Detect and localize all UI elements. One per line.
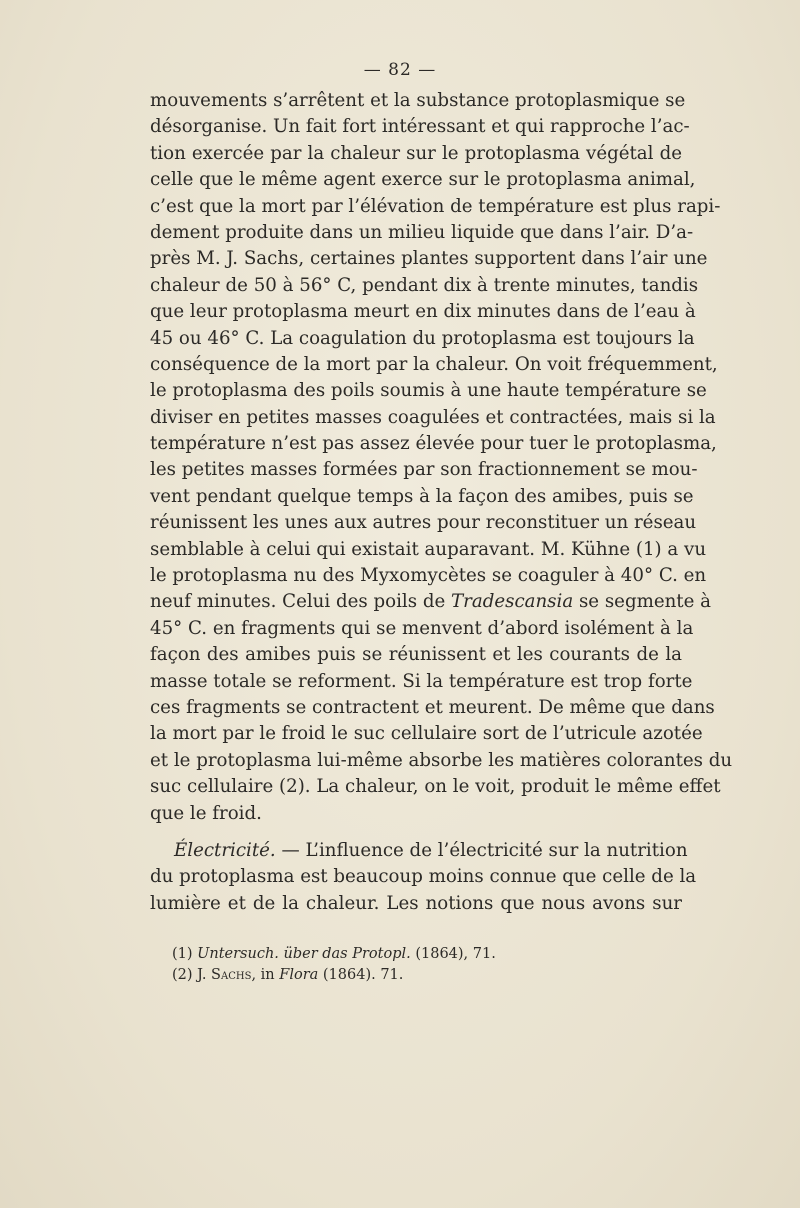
paragraph-line: masse totale se reforment. Si la température est trop forte xyxy=(150,670,693,692)
paragraph-line: les petites masses formées par son fractionnement se mou- xyxy=(150,459,698,481)
paragraph-line: réunissent les unes aux autres pour reconstituer un réseau xyxy=(150,512,697,534)
page-number: — 82 — xyxy=(363,60,437,80)
paragraph-line: celle que le même agent exerce sur le protoplasma animal, xyxy=(150,169,696,191)
paragraph-line: du protoplasma est beaucoup moins connue que celle de la xyxy=(150,866,697,888)
footnote-2: (2) J. Sachs, in Flora (1864). 71. xyxy=(172,967,404,983)
paragraph-line: désorganise. Un fait fort intéressant et qui rapproche l’ac- xyxy=(150,116,690,138)
paragraph-line: conséquence de la mort par la chaleur. On voit fréquemment, xyxy=(150,353,718,375)
paragraph-line: suc cellulaire (2). La chaleur, on le voit, produit le même effet xyxy=(150,776,721,798)
paragraph-line: lumière et de la chaleur. Les notions que nous avons sur xyxy=(150,892,682,914)
paragraph-line: que le froid. xyxy=(150,802,262,824)
paragraph-line: semblable à celui qui existait auparavant. M. Kühne (1) a vu xyxy=(150,538,707,560)
paragraph-line: que leur protoplasma meurt en dix minutes dans de l’eau à xyxy=(150,301,696,323)
paragraph-line: le protoplasma nu des Myxomycètes se coaguler à 40° C. en xyxy=(150,565,707,587)
paragraph-line: Électricité. — L’influence de l’électricité sur la nutrition xyxy=(174,840,688,861)
paragraph-line: tion exercée par la chaleur sur le protoplasma végétal de xyxy=(150,142,682,164)
paragraph-line: 45° C. en fragments qui se menvent d’abord isolément à la xyxy=(150,617,694,639)
paragraph-line: dement produite dans un milieu liquide que dans l’air. D’a- xyxy=(150,221,694,243)
paragraph-line: température n’est pas assez élevée pour tuer le protoplasma, xyxy=(150,433,717,455)
paragraph-line: 45 ou 46° C. La coagulation du protoplasma est toujours la xyxy=(150,327,695,349)
section-heading: Électricité. xyxy=(174,840,276,861)
paragraph-line: chaleur de 50 à 56° C, pendant dix à trente minutes, tandis xyxy=(150,274,699,296)
paragraph-body xyxy=(150,88,733,827)
paragraph-line: le protoplasma des poils soumis à une haute température se xyxy=(150,380,707,402)
paragraph-line: vent pendant quelque temps à la façon des amibes, puis se xyxy=(150,485,694,507)
paragraph-line: façon des amibes puis se réunissent et les courants de la xyxy=(150,644,682,666)
paragraph-electricite xyxy=(150,838,697,917)
footnotes xyxy=(172,944,692,986)
paragraph-line: ces fragments se contractent et meurent. De même que dans xyxy=(150,696,715,718)
paragraph-line: neuf minutes. Celui des poils de Tradescansia se segmente à xyxy=(150,591,712,613)
paragraph-line: mouvements s’arrêtent et la substance protoplasmique se xyxy=(150,90,686,111)
paragraph-line: diviser en petites masses coagulées et contractées, mais si la xyxy=(150,406,716,428)
paragraph-line: et le protoplasma lui-même absorbe les matières colorantes du xyxy=(150,749,733,771)
paragraph-line: près M. J. Sachs, certaines plantes supportent dans l’air une xyxy=(150,248,708,270)
paragraph-line: la mort par le froid le suc cellulaire sort de l’utricule azotée xyxy=(150,723,703,745)
footnote-1: (1) Untersuch. über das Protopl. (1864), 71. xyxy=(172,946,496,962)
paragraph-line: c’est que la mort par l’élévation de température est plus rapi- xyxy=(150,195,721,217)
